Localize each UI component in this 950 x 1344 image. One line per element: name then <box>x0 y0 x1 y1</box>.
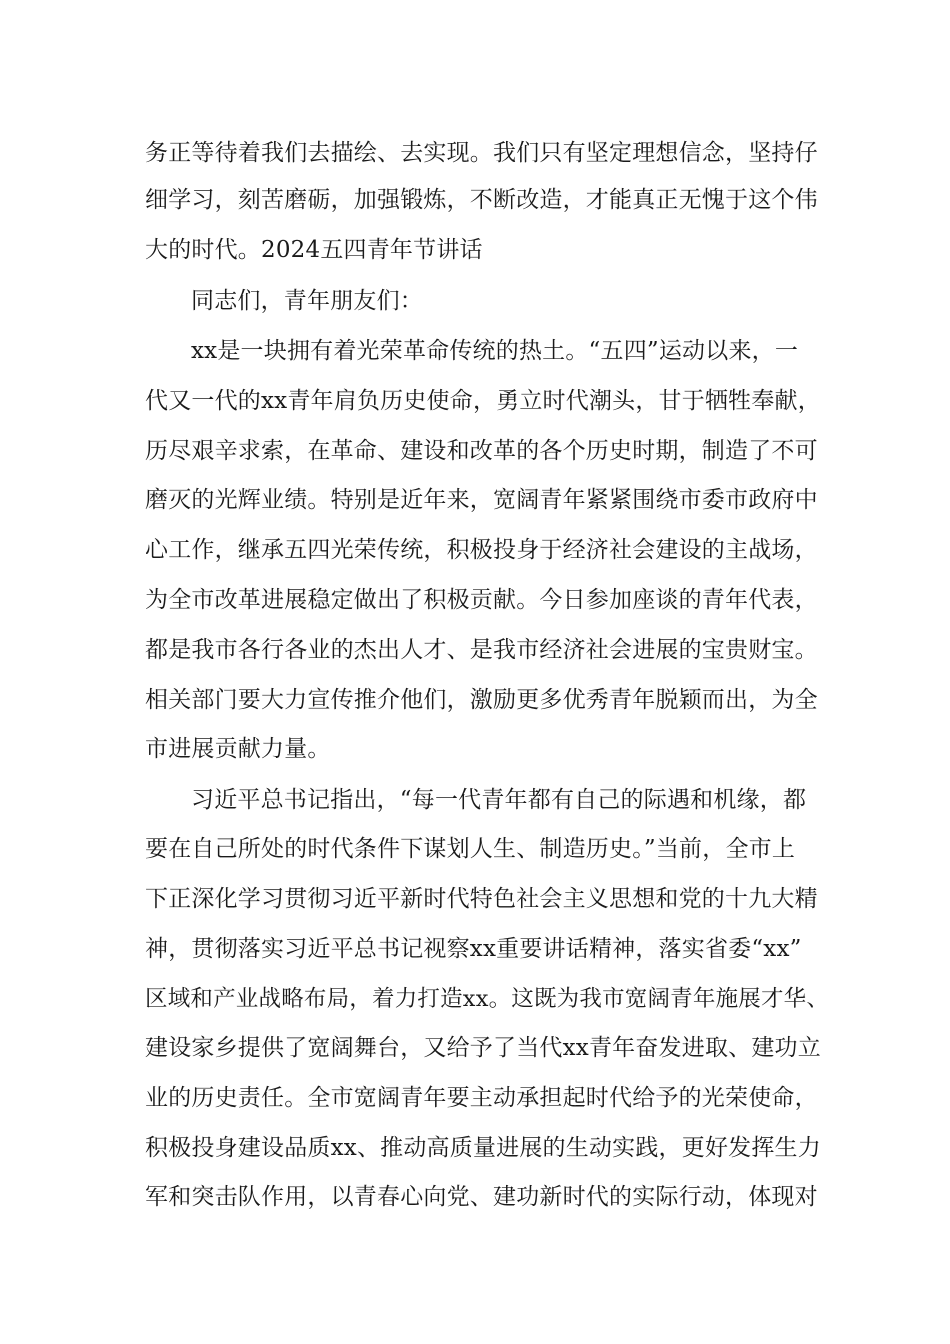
text-line: 要在自己所处的时代条件下谋划人生、制造历史。”当前，全市上 <box>145 836 796 862</box>
text-line: 大的时代。2024五四青年节讲话 <box>145 237 483 263</box>
salutation: 同志们，青年朋友们： <box>191 288 423 314</box>
text-line: 军和突击队作用，以青春心向党、建功新时代的实际行动，体现对 <box>145 1184 818 1210</box>
text-line: 建设家乡提供了宽阔舞台，又给予了当代xx青年奋发进取、建功立 <box>145 1035 821 1061</box>
text-line: 习近平总书记指出，“每一代青年都有自己的际遇和机缘，都 <box>191 787 807 813</box>
text-line: 细学习，刻苦磨砺，加强锻炼，不断改造，才能真正无愧于这个伟 <box>145 187 818 213</box>
text-line: 区域和产业战略布局，着力打造xx。这既为我市宽阔青年施展才华、 <box>145 986 830 1012</box>
text-line: 心工作，继承五四光荣传统，积极投身于经济社会建设的主战场， <box>145 537 818 563</box>
text-line: 下正深化学习贯彻习近平新时代特色社会主义思想和党的十九大精 <box>145 886 818 912</box>
text-line: 历尽艰辛求索，在革命、建设和改革的各个历史时期，制造了不可 <box>145 438 818 464</box>
text-line: 务正等待着我们去描绘、去实现。我们只有坚定理想信念，坚持仔 <box>145 140 818 166</box>
text-line: 市进展贡献力量。 <box>145 736 331 762</box>
text-line: xx是一块拥有着光荣革命传统的热土。“五四”运动以来，一 <box>191 338 799 364</box>
text-line: 相关部门要大力宣传推介他们，激励更多优秀青年脱颖而出，为全 <box>145 687 818 713</box>
text-line: 代又一代的xx青年肩负历史使命，勇立时代潮头，甘于牺牲奉献， <box>145 388 821 414</box>
text-line: 积极投身建设品质xx、推动高质量进展的生动实践，更好发挥生力 <box>145 1135 821 1161</box>
text-line: 神，贯彻落实习近平总书记视察xx重要讲话精神，落实省委“xx” <box>145 936 802 962</box>
text-line: 磨灭的光辉业绩。特别是近年来，宽阔青年紧紧围绕市委市政府中 <box>145 487 818 513</box>
text-line: 业的历史责任。全市宽阔青年要主动承担起时代给予的光荣使命， <box>145 1085 818 1111</box>
text-line: 都是我市各行各业的杰出人才、是我市经济社会进展的宝贵财宝。 <box>145 637 818 663</box>
text-line: 为全市改革进展稳定做出了积极贡献。今日参加座谈的青年代表， <box>145 587 818 613</box>
